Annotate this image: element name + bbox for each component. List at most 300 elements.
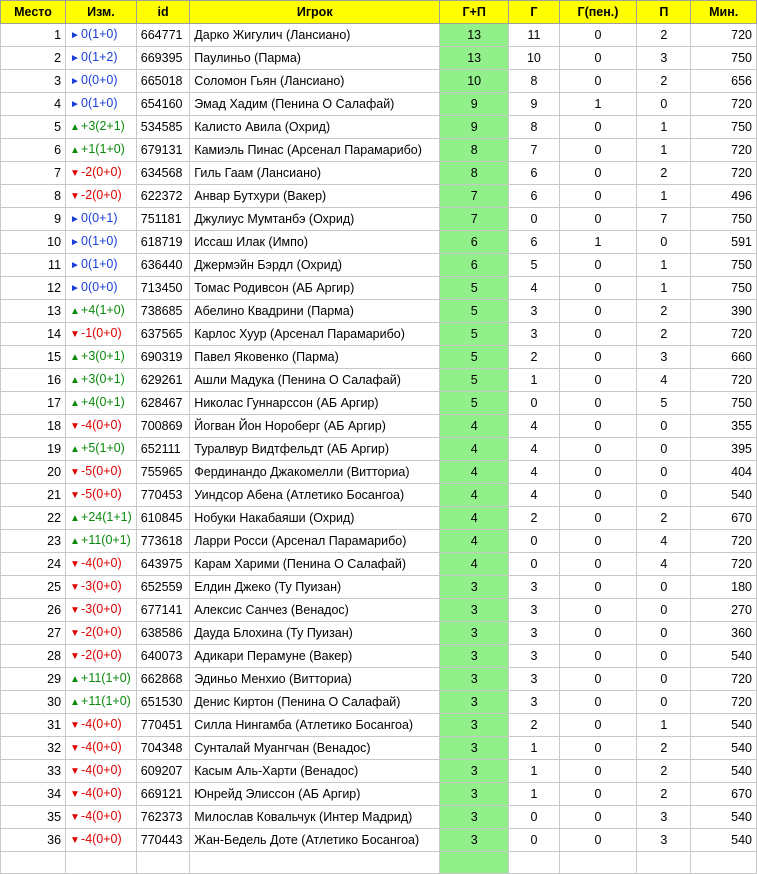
player-cell[interactable]: Юнрейд Элиссон (АБ Аргир) [190,783,440,806]
penalty-goals-cell[interactable]: 0 [559,139,637,162]
goals-assists-cell[interactable]: 8 [440,162,509,185]
change-cell[interactable] [66,691,137,714]
goals-assists-cell[interactable]: 5 [440,369,509,392]
rank-cell[interactable]: 4 [1,93,66,116]
minutes-cell[interactable]: 720 [691,162,757,185]
minutes-cell[interactable]: 720 [691,530,757,553]
rank-cell[interactable]: 36 [1,829,66,852]
assists-cell[interactable]: 2 [637,323,691,346]
assists-cell[interactable]: 4 [637,369,691,392]
assists-cell[interactable]: 0 [637,438,691,461]
player-cell[interactable]: Соломон Гьян (Лансиано) [190,70,440,93]
penalty-goals-cell[interactable]: 0 [559,783,637,806]
goals-assists-cell[interactable]: 7 [440,208,509,231]
player-cell[interactable]: Дауда Блохина (Ту Пуизан) [190,622,440,645]
rank-cell[interactable]: 1 [1,24,66,47]
goals-cell[interactable]: 3 [509,576,560,599]
penalty-goals-cell[interactable]: 0 [559,24,637,47]
goals-cell[interactable]: 0 [509,392,560,415]
penalty-goals-cell[interactable] [559,852,637,874]
goals-assists-cell[interactable]: 4 [440,438,509,461]
change-cell[interactable] [66,47,137,70]
player-cell[interactable]: Калисто Авила (Охрид) [190,116,440,139]
penalty-goals-cell[interactable]: 0 [559,576,637,599]
player-cell[interactable]: Туралвур Видтфельдт (АБ Аргир) [190,438,440,461]
player-cell[interactable]: Фердинандо Джакомелли (Витториа) [190,461,440,484]
rank-cell[interactable]: 25 [1,576,66,599]
minutes-cell[interactable]: 720 [691,93,757,116]
assists-cell[interactable]: 1 [637,139,691,162]
penalty-goals-cell[interactable]: 0 [559,737,637,760]
player-cell[interactable]: Павел Яковенко (Парма) [190,346,440,369]
goals-cell[interactable]: 3 [509,691,560,714]
rank-cell[interactable]: 32 [1,737,66,760]
rank-cell[interactable]: 7 [1,162,66,185]
goals-assists-cell[interactable]: 9 [440,116,509,139]
minutes-cell[interactable]: 750 [691,116,757,139]
id-cell[interactable]: 713450 [136,277,190,300]
player-cell[interactable]: Силла Нингамба (Атлетико Босангоа) [190,714,440,737]
assists-cell[interactable]: 3 [637,829,691,852]
id-cell[interactable]: 762373 [136,806,190,829]
rank-cell[interactable]: 22 [1,507,66,530]
player-cell[interactable]: Гиль Гаам (Лансиано) [190,162,440,185]
minutes-cell[interactable]: 390 [691,300,757,323]
id-cell[interactable]: 679131 [136,139,190,162]
goals-assists-cell[interactable]: 3 [440,645,509,668]
rank-cell[interactable]: 21 [1,484,66,507]
goals-assists-cell[interactable]: 7 [440,185,509,208]
goals-cell[interactable]: 5 [509,254,560,277]
minutes-cell[interactable]: 355 [691,415,757,438]
minutes-cell[interactable]: 496 [691,185,757,208]
penalty-goals-cell[interactable]: 0 [559,484,637,507]
goals-cell[interactable]: 3 [509,668,560,691]
id-cell[interactable]: 662868 [136,668,190,691]
assists-cell[interactable]: 0 [637,231,691,254]
penalty-goals-cell[interactable]: 0 [559,530,637,553]
rank-cell[interactable]: 24 [1,553,66,576]
assists-cell[interactable]: 2 [637,760,691,783]
penalty-goals-cell[interactable]: 0 [559,254,637,277]
penalty-goals-cell[interactable]: 0 [559,300,637,323]
goals-assists-cell[interactable]: 4 [440,530,509,553]
header-goals-assists[interactable]: Г+П [440,1,509,24]
change-cell[interactable] [66,530,137,553]
change-cell[interactable] [66,553,137,576]
id-cell[interactable]: 669121 [136,783,190,806]
penalty-goals-cell[interactable]: 0 [559,599,637,622]
change-cell[interactable] [66,576,137,599]
rank-cell[interactable]: 27 [1,622,66,645]
rank-cell[interactable]: 8 [1,185,66,208]
id-cell[interactable]: 669395 [136,47,190,70]
id-cell[interactable]: 664771 [136,24,190,47]
change-cell[interactable] [66,369,137,392]
rank-cell[interactable]: 33 [1,760,66,783]
assists-cell[interactable]: 1 [637,254,691,277]
id-cell[interactable]: 690319 [136,346,190,369]
id-cell[interactable]: 755965 [136,461,190,484]
rank-cell[interactable]: 9 [1,208,66,231]
goals-cell[interactable]: 4 [509,277,560,300]
assists-cell[interactable]: 2 [637,70,691,93]
minutes-cell[interactable]: 670 [691,783,757,806]
rank-cell[interactable]: 31 [1,714,66,737]
goals-cell[interactable]: 3 [509,645,560,668]
goals-assists-cell[interactable]: 4 [440,507,509,530]
penalty-goals-cell[interactable]: 0 [559,760,637,783]
player-cell[interactable]: Уиндсор Абена (Атлетико Босангоа) [190,484,440,507]
rank-cell[interactable]: 12 [1,277,66,300]
change-cell[interactable] [66,668,137,691]
goals-assists-cell[interactable]: 13 [440,47,509,70]
player-cell[interactable]: Ашли Мадука (Пенина О Салафай) [190,369,440,392]
assists-cell[interactable]: 3 [637,346,691,369]
goals-cell[interactable]: 7 [509,139,560,162]
rank-cell[interactable]: 19 [1,438,66,461]
change-cell[interactable] [66,162,137,185]
change-cell[interactable] [66,806,137,829]
goals-cell[interactable]: 3 [509,323,560,346]
goals-cell[interactable]: 1 [509,369,560,392]
change-cell[interactable] [66,300,137,323]
header-assists[interactable]: П [637,1,691,24]
id-cell[interactable]: 651530 [136,691,190,714]
id-cell[interactable]: 636440 [136,254,190,277]
goals-cell[interactable]: 3 [509,300,560,323]
penalty-goals-cell[interactable]: 0 [559,438,637,461]
minutes-cell[interactable]: 591 [691,231,757,254]
rank-cell[interactable]: 5 [1,116,66,139]
minutes-cell[interactable]: 750 [691,254,757,277]
minutes-cell[interactable]: 270 [691,599,757,622]
minutes-cell[interactable]: 660 [691,346,757,369]
goals-assists-cell[interactable]: 5 [440,323,509,346]
assists-cell[interactable]: 2 [637,737,691,760]
minutes-cell[interactable]: 720 [691,323,757,346]
change-cell[interactable] [66,24,137,47]
minutes-cell[interactable]: 540 [691,806,757,829]
minutes-cell[interactable]: 540 [691,645,757,668]
goals-assists-cell[interactable]: 4 [440,415,509,438]
penalty-goals-cell[interactable]: 0 [559,668,637,691]
rank-cell[interactable]: 29 [1,668,66,691]
change-cell[interactable] [66,277,137,300]
rank-cell[interactable]: 16 [1,369,66,392]
player-cell[interactable]: Адикари Перамуне (Вакер) [190,645,440,668]
minutes-cell[interactable]: 720 [691,139,757,162]
goals-assists-cell[interactable]: 13 [440,24,509,47]
minutes-cell[interactable] [691,852,757,874]
goals-cell[interactable]: 8 [509,116,560,139]
penalty-goals-cell[interactable]: 0 [559,369,637,392]
penalty-goals-cell[interactable]: 1 [559,231,637,254]
penalty-goals-cell[interactable]: 0 [559,47,637,70]
goals-assists-cell[interactable]: 3 [440,599,509,622]
assists-cell[interactable]: 0 [637,415,691,438]
rank-cell[interactable]: 3 [1,70,66,93]
change-cell[interactable] [66,461,137,484]
player-cell[interactable]: Алексис Санчез (Венадос) [190,599,440,622]
change-cell[interactable] [66,116,137,139]
goals-assists-cell[interactable]: 3 [440,622,509,645]
header-rank[interactable]: Место [1,1,66,24]
minutes-cell[interactable]: 395 [691,438,757,461]
assists-cell[interactable]: 2 [637,507,691,530]
penalty-goals-cell[interactable]: 0 [559,185,637,208]
id-cell[interactable]: 628467 [136,392,190,415]
goals-assists-cell[interactable]: 3 [440,691,509,714]
assists-cell[interactable]: 5 [637,392,691,415]
goals-assists-cell[interactable]: 4 [440,484,509,507]
assists-cell[interactable]: 0 [637,93,691,116]
penalty-goals-cell[interactable]: 0 [559,346,637,369]
id-cell[interactable]: 609207 [136,760,190,783]
penalty-goals-cell[interactable]: 0 [559,461,637,484]
change-cell[interactable] [66,208,137,231]
rank-cell[interactable]: 30 [1,691,66,714]
rank-cell[interactable]: 34 [1,783,66,806]
goals-assists-cell[interactable]: 4 [440,553,509,576]
change-cell[interactable] [66,484,137,507]
rank-cell[interactable]: 17 [1,392,66,415]
assists-cell[interactable]: 0 [637,461,691,484]
id-cell[interactable]: 622372 [136,185,190,208]
assists-cell[interactable]: 1 [637,277,691,300]
goals-assists-cell[interactable]: 3 [440,668,509,691]
id-cell[interactable]: 618719 [136,231,190,254]
penalty-goals-cell[interactable]: 0 [559,323,637,346]
assists-cell[interactable]: 0 [637,668,691,691]
minutes-cell[interactable]: 656 [691,70,757,93]
penalty-goals-cell[interactable]: 0 [559,691,637,714]
player-cell[interactable]: Елдин Джеко (Ту Пуизан) [190,576,440,599]
id-cell[interactable]: 643975 [136,553,190,576]
penalty-goals-cell[interactable]: 0 [559,116,637,139]
assists-cell[interactable]: 2 [637,24,691,47]
rank-cell[interactable]: 23 [1,530,66,553]
goals-cell[interactable]: 10 [509,47,560,70]
goals-assists-cell[interactable]: 6 [440,254,509,277]
assists-cell[interactable]: 4 [637,553,691,576]
minutes-cell[interactable]: 720 [691,553,757,576]
header-penalty-goals[interactable]: Г(пен.) [559,1,637,24]
id-cell[interactable]: 637565 [136,323,190,346]
player-cell[interactable] [190,852,440,874]
minutes-cell[interactable]: 720 [691,691,757,714]
change-cell[interactable] [66,829,137,852]
goals-assists-cell[interactable]: 5 [440,277,509,300]
change-cell[interactable] [66,622,137,645]
rank-cell[interactable]: 13 [1,300,66,323]
change-cell[interactable] [66,231,137,254]
goals-assists-cell[interactable]: 3 [440,806,509,829]
assists-cell[interactable] [637,852,691,874]
goals-assists-cell[interactable]: 5 [440,300,509,323]
penalty-goals-cell[interactable]: 0 [559,714,637,737]
player-cell[interactable]: Касым Аль-Харти (Венадос) [190,760,440,783]
id-cell[interactable]: 629261 [136,369,190,392]
minutes-cell[interactable]: 720 [691,668,757,691]
rank-cell[interactable]: 28 [1,645,66,668]
penalty-goals-cell[interactable]: 0 [559,415,637,438]
header-player[interactable]: Игрок [190,1,440,24]
goals-assists-cell[interactable]: 6 [440,231,509,254]
change-cell[interactable] [66,93,137,116]
goals-cell[interactable]: 0 [509,829,560,852]
change-cell[interactable] [66,438,137,461]
player-cell[interactable]: Милослав Ковальчук (Интер Мадрид) [190,806,440,829]
assists-cell[interactable]: 4 [637,530,691,553]
assists-cell[interactable]: 2 [637,162,691,185]
change-cell[interactable] [66,323,137,346]
player-cell[interactable]: Йогван Йон Нороберг (АБ Аргир) [190,415,440,438]
id-cell[interactable]: 773618 [136,530,190,553]
assists-cell[interactable]: 0 [637,576,691,599]
rank-cell[interactable]: 11 [1,254,66,277]
rank-cell[interactable]: 2 [1,47,66,70]
goals-cell[interactable]: 6 [509,162,560,185]
minutes-cell[interactable]: 540 [691,829,757,852]
player-cell[interactable]: Томас Родивсон (АБ Аргир) [190,277,440,300]
change-cell[interactable] [66,254,137,277]
minutes-cell[interactable]: 540 [691,714,757,737]
change-cell[interactable] [66,783,137,806]
goals-assists-cell[interactable]: 3 [440,783,509,806]
change-cell[interactable] [66,415,137,438]
goals-cell[interactable]: 4 [509,484,560,507]
penalty-goals-cell[interactable]: 0 [559,392,637,415]
goals-assists-cell[interactable]: 4 [440,461,509,484]
id-cell[interactable]: 652111 [136,438,190,461]
goals-cell[interactable] [509,852,560,874]
assists-cell[interactable]: 3 [637,47,691,70]
penalty-goals-cell[interactable]: 0 [559,277,637,300]
minutes-cell[interactable]: 750 [691,392,757,415]
goals-cell[interactable]: 0 [509,208,560,231]
change-cell[interactable] [66,714,137,737]
rank-cell[interactable]: 20 [1,461,66,484]
minutes-cell[interactable]: 750 [691,47,757,70]
player-cell[interactable]: Камиэль Пинас (Арсенал Парамарибо) [190,139,440,162]
goals-assists-cell[interactable]: 9 [440,93,509,116]
id-cell[interactable]: 704348 [136,737,190,760]
player-cell[interactable]: Сунталай Муангчан (Венадос) [190,737,440,760]
change-cell[interactable] [66,737,137,760]
penalty-goals-cell[interactable]: 0 [559,806,637,829]
header-minutes[interactable]: Мин. [691,1,757,24]
goals-cell[interactable]: 3 [509,622,560,645]
goals-cell[interactable]: 1 [509,783,560,806]
assists-cell[interactable]: 0 [637,484,691,507]
change-cell[interactable] [66,507,137,530]
minutes-cell[interactable]: 404 [691,461,757,484]
change-cell[interactable] [66,70,137,93]
change-cell[interactable] [66,760,137,783]
player-cell[interactable]: Эдиньо Менхио (Витториа) [190,668,440,691]
player-cell[interactable]: Карам Харими (Пенина О Салафай) [190,553,440,576]
rank-cell[interactable] [1,852,66,874]
goals-assists-cell[interactable]: 3 [440,714,509,737]
id-cell[interactable]: 770453 [136,484,190,507]
player-cell[interactable]: Карлос Хуур (Арсенал Парамарибо) [190,323,440,346]
minutes-cell[interactable]: 540 [691,760,757,783]
penalty-goals-cell[interactable]: 0 [559,553,637,576]
minutes-cell[interactable]: 670 [691,507,757,530]
player-cell[interactable]: Джулиус Мумтанбэ (Охрид) [190,208,440,231]
minutes-cell[interactable]: 180 [691,576,757,599]
goals-cell[interactable]: 0 [509,530,560,553]
id-cell[interactable]: 652559 [136,576,190,599]
goals-cell[interactable]: 2 [509,507,560,530]
id-cell[interactable]: 640073 [136,645,190,668]
minutes-cell[interactable]: 540 [691,737,757,760]
goals-cell[interactable]: 0 [509,553,560,576]
header-id[interactable]: id [136,1,190,24]
goals-cell[interactable]: 2 [509,346,560,369]
minutes-cell[interactable]: 720 [691,24,757,47]
goals-assists-cell[interactable]: 5 [440,392,509,415]
minutes-cell[interactable]: 540 [691,484,757,507]
change-cell[interactable] [66,599,137,622]
goals-cell[interactable]: 6 [509,231,560,254]
goals-assists-cell[interactable]: 3 [440,829,509,852]
id-cell[interactable]: 770443 [136,829,190,852]
goals-cell[interactable]: 2 [509,714,560,737]
id-cell[interactable]: 638586 [136,622,190,645]
assists-cell[interactable]: 0 [637,645,691,668]
id-cell[interactable]: 700869 [136,415,190,438]
rank-cell[interactable]: 10 [1,231,66,254]
change-cell[interactable] [66,852,137,874]
player-cell[interactable]: Ларри Росси (Арсенал Парамарибо) [190,530,440,553]
assists-cell[interactable]: 0 [637,599,691,622]
minutes-cell[interactable]: 720 [691,369,757,392]
assists-cell[interactable]: 1 [637,714,691,737]
rank-cell[interactable]: 18 [1,415,66,438]
goals-assists-cell[interactable]: 5 [440,346,509,369]
change-cell[interactable] [66,185,137,208]
assists-cell[interactable]: 2 [637,783,691,806]
player-cell[interactable]: Денис Киртон (Пенина О Салафай) [190,691,440,714]
id-cell[interactable]: 610845 [136,507,190,530]
goals-cell[interactable]: 11 [509,24,560,47]
penalty-goals-cell[interactable]: 0 [559,829,637,852]
goals-cell[interactable]: 6 [509,185,560,208]
player-cell[interactable]: Жан-Бедель Доте (Атлетико Босангоа) [190,829,440,852]
goals-assists-cell[interactable] [440,852,509,874]
player-cell[interactable]: Дарко Жигулич (Лансиано) [190,24,440,47]
goals-cell[interactable]: 9 [509,93,560,116]
change-cell[interactable] [66,392,137,415]
goals-cell[interactable]: 1 [509,760,560,783]
penalty-goals-cell[interactable]: 0 [559,70,637,93]
goals-cell[interactable]: 4 [509,461,560,484]
player-cell[interactable]: Абелино Квадрини (Парма) [190,300,440,323]
goals-assists-cell[interactable]: 3 [440,576,509,599]
assists-cell[interactable]: 7 [637,208,691,231]
header-goals[interactable]: Г [509,1,560,24]
change-cell[interactable] [66,139,137,162]
penalty-goals-cell[interactable]: 1 [559,93,637,116]
penalty-goals-cell[interactable]: 0 [559,507,637,530]
goals-assists-cell[interactable]: 3 [440,760,509,783]
id-cell[interactable]: 654160 [136,93,190,116]
player-cell[interactable]: Паулиньо (Парма) [190,47,440,70]
id-cell[interactable] [136,852,190,874]
assists-cell[interactable]: 0 [637,691,691,714]
